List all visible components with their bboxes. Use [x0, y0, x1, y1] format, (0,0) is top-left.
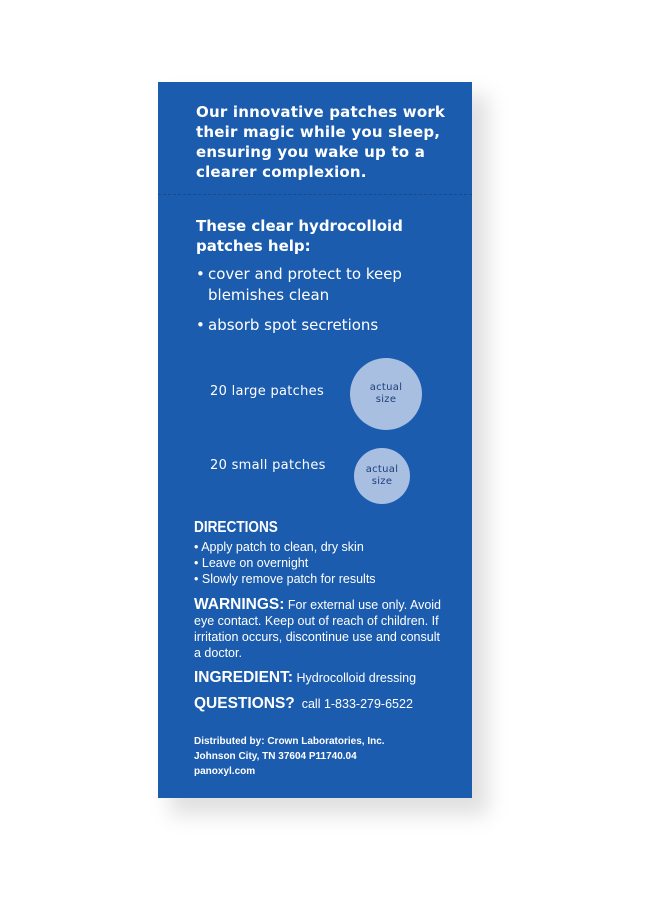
- ingredient-heading: INGREDIENT:: [194, 669, 294, 686]
- actual-size-text: [370, 382, 403, 406]
- large-patches-row: [210, 384, 324, 399]
- actual-size-line1: actual: [365, 464, 399, 475]
- fold-divider: [158, 194, 472, 195]
- actual-size-text: [366, 464, 399, 488]
- small-patch-actual-size-circle: [354, 448, 410, 504]
- ingredient-block: [194, 670, 444, 686]
- intro-text: Our innovative patches work their magic while you sleep, ensuring you wake up to a clearer complexion.: [196, 103, 446, 181]
- actual-size-line2: size: [371, 476, 393, 487]
- small-patches-row: [210, 458, 326, 473]
- distributor-line: Distributed by: Crown Laboratories, Inc.: [194, 736, 385, 747]
- direction-text: Apply patch to clean, dry skin: [201, 540, 364, 554]
- distributor-info: [194, 734, 444, 779]
- benefit-text: absorb spot secretions: [208, 316, 379, 334]
- bullet-dot: •: [196, 316, 205, 334]
- direction-item: [194, 539, 376, 555]
- benefit-text: cover and protect to keep blemishes clean: [208, 265, 402, 304]
- questions-block: [194, 696, 444, 712]
- bullet-dot: •: [196, 265, 205, 283]
- benefits-list: [196, 264, 456, 345]
- directions-heading: DIRECTIONS: [194, 519, 278, 536]
- warnings-block: [194, 597, 444, 661]
- distributor-address: Johnson City, TN 37604 P11740.04: [194, 751, 357, 762]
- direction-item: [194, 555, 376, 571]
- bullet-dot: •: [194, 540, 199, 554]
- distributor-website[interactable]: panoxyl.com: [194, 766, 256, 777]
- questions-heading: QUESTIONS?: [194, 695, 295, 712]
- bullet-dot: •: [194, 556, 199, 570]
- benefit-item: [196, 264, 456, 306]
- bullet-dot: •: [194, 572, 199, 586]
- actual-size-line2: size: [375, 394, 397, 405]
- ingredient-text: Hydrocolloid dressing: [296, 671, 417, 685]
- benefit-item: [196, 315, 456, 336]
- large-patch-actual-size-circle: [350, 358, 422, 430]
- questions-phone[interactable]: call 1-833-279-6522: [301, 697, 413, 711]
- actual-size-line1: actual: [369, 382, 403, 393]
- direction-text: Slowly remove patch for results: [201, 572, 376, 586]
- warnings-text: For external use only. Avoid eye contact. Keep out of reach of children. If irritation occurs, discontinue use and consult a doctor.: [194, 598, 442, 660]
- small-patches-label: 20 small patches: [210, 458, 326, 473]
- help-heading: These clear hydrocolloid patches help:: [196, 217, 403, 255]
- warnings-heading: WARNINGS:: [194, 596, 285, 613]
- direction-item: [194, 571, 376, 587]
- directions-list: [194, 539, 376, 587]
- large-patches-label: 20 large patches: [210, 384, 325, 399]
- package-panel: [158, 82, 472, 798]
- direction-text: Leave on overnight: [201, 556, 309, 570]
